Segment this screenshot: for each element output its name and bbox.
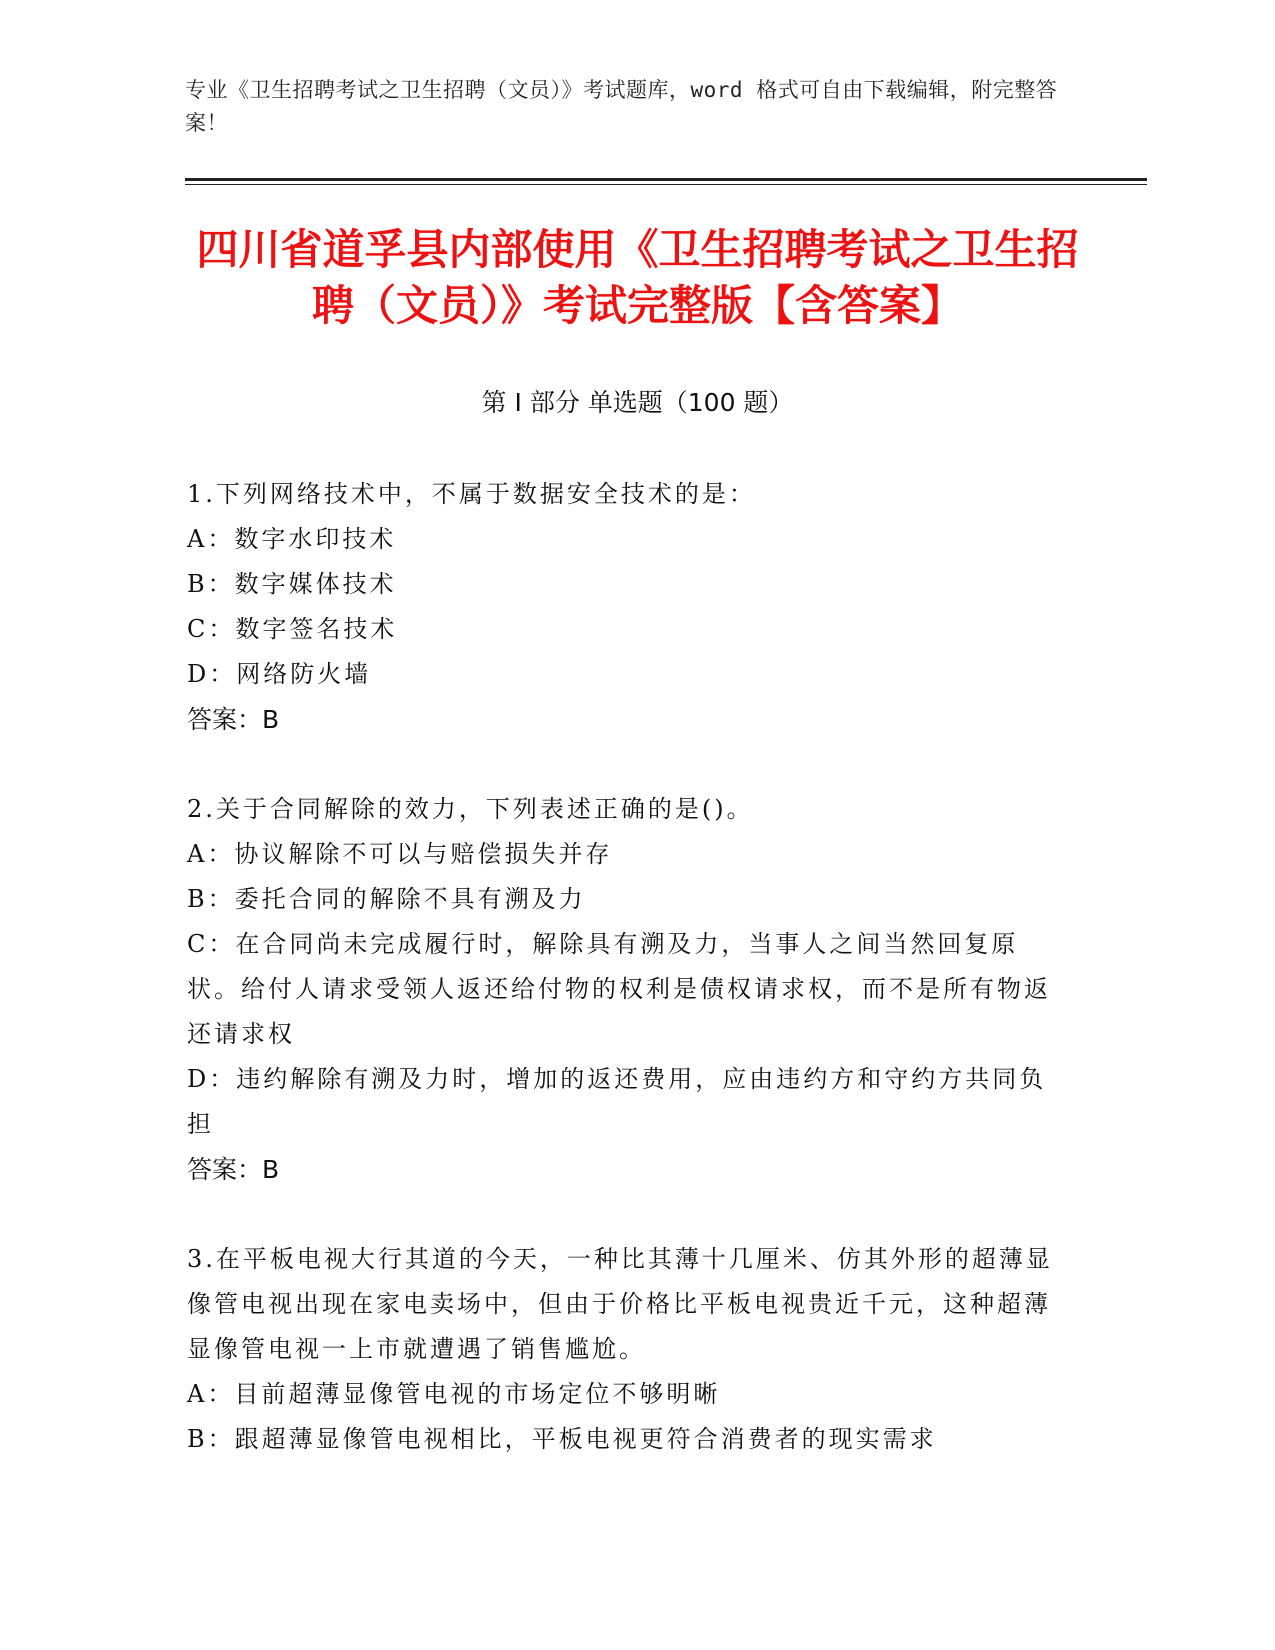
header-note: 专业《卫生招聘考试之卫生招聘（文员）》考试题库，word 格式可自由下载编辑，附完整答案！ [185,78,1058,135]
section-heading: 第 I 部分 单选题（100 题） [481,388,794,417]
question-list [187,472,1072,1507]
option-a: A：协议解除不可以与赔偿损失并存 [187,840,613,868]
question-stem: 1.下列网络技术中，不属于数据安全技术的是： [187,480,756,508]
option-c: C：在合同尚未完成履行时，解除具有溯及力，当事人之间当然回复原状。给付人请求受领人返还给付物的权利是债权请求权，而不是所有物返还请求权 [187,930,1051,1048]
option-d: D：网络防火墙 [187,660,372,688]
answer-line: 答案：B [187,1155,280,1184]
option-d: D：违约解除有溯及力时，增加的返还费用，应由违约方和守约方共同负担 [187,1065,1047,1138]
question-1 [187,472,1072,742]
option-b: B：数字媒体技术 [187,570,397,598]
document-title: 四川省道孚县内部使用《卫生招聘考试之卫生招聘（文员）》考试完整版【含答案】 [196,225,1079,330]
question-2 [187,787,1072,1192]
answer-line: 答案：B [187,705,280,734]
header-rule-thin [185,184,1147,185]
header-rule-thick [185,178,1147,181]
option-c: C：数字签名技术 [187,615,398,643]
option-b: B：跟超薄显像管电视相比，平板电视更符合消费者的现实需求 [187,1425,937,1453]
option-b: B：委托合同的解除不具有溯及力 [187,885,586,913]
option-a: A：目前超薄显像管电视的市场定位不够明晰 [187,1380,721,1408]
question-stem: 2.关于合同解除的效力，下列表述正确的是()。 [187,795,754,823]
question-3 [187,1237,1072,1462]
option-a: A：数字水印技术 [187,525,397,553]
question-stem: 3.在平板电视大行其道的今天，一种比其薄十几厘米、仿其外形的超薄显像管电视出现在家电卖场中，但由于价格比平板电视贵近千元，这种超薄显像管电视一上市就遭遇了销售尴尬。 [187,1245,1053,1363]
